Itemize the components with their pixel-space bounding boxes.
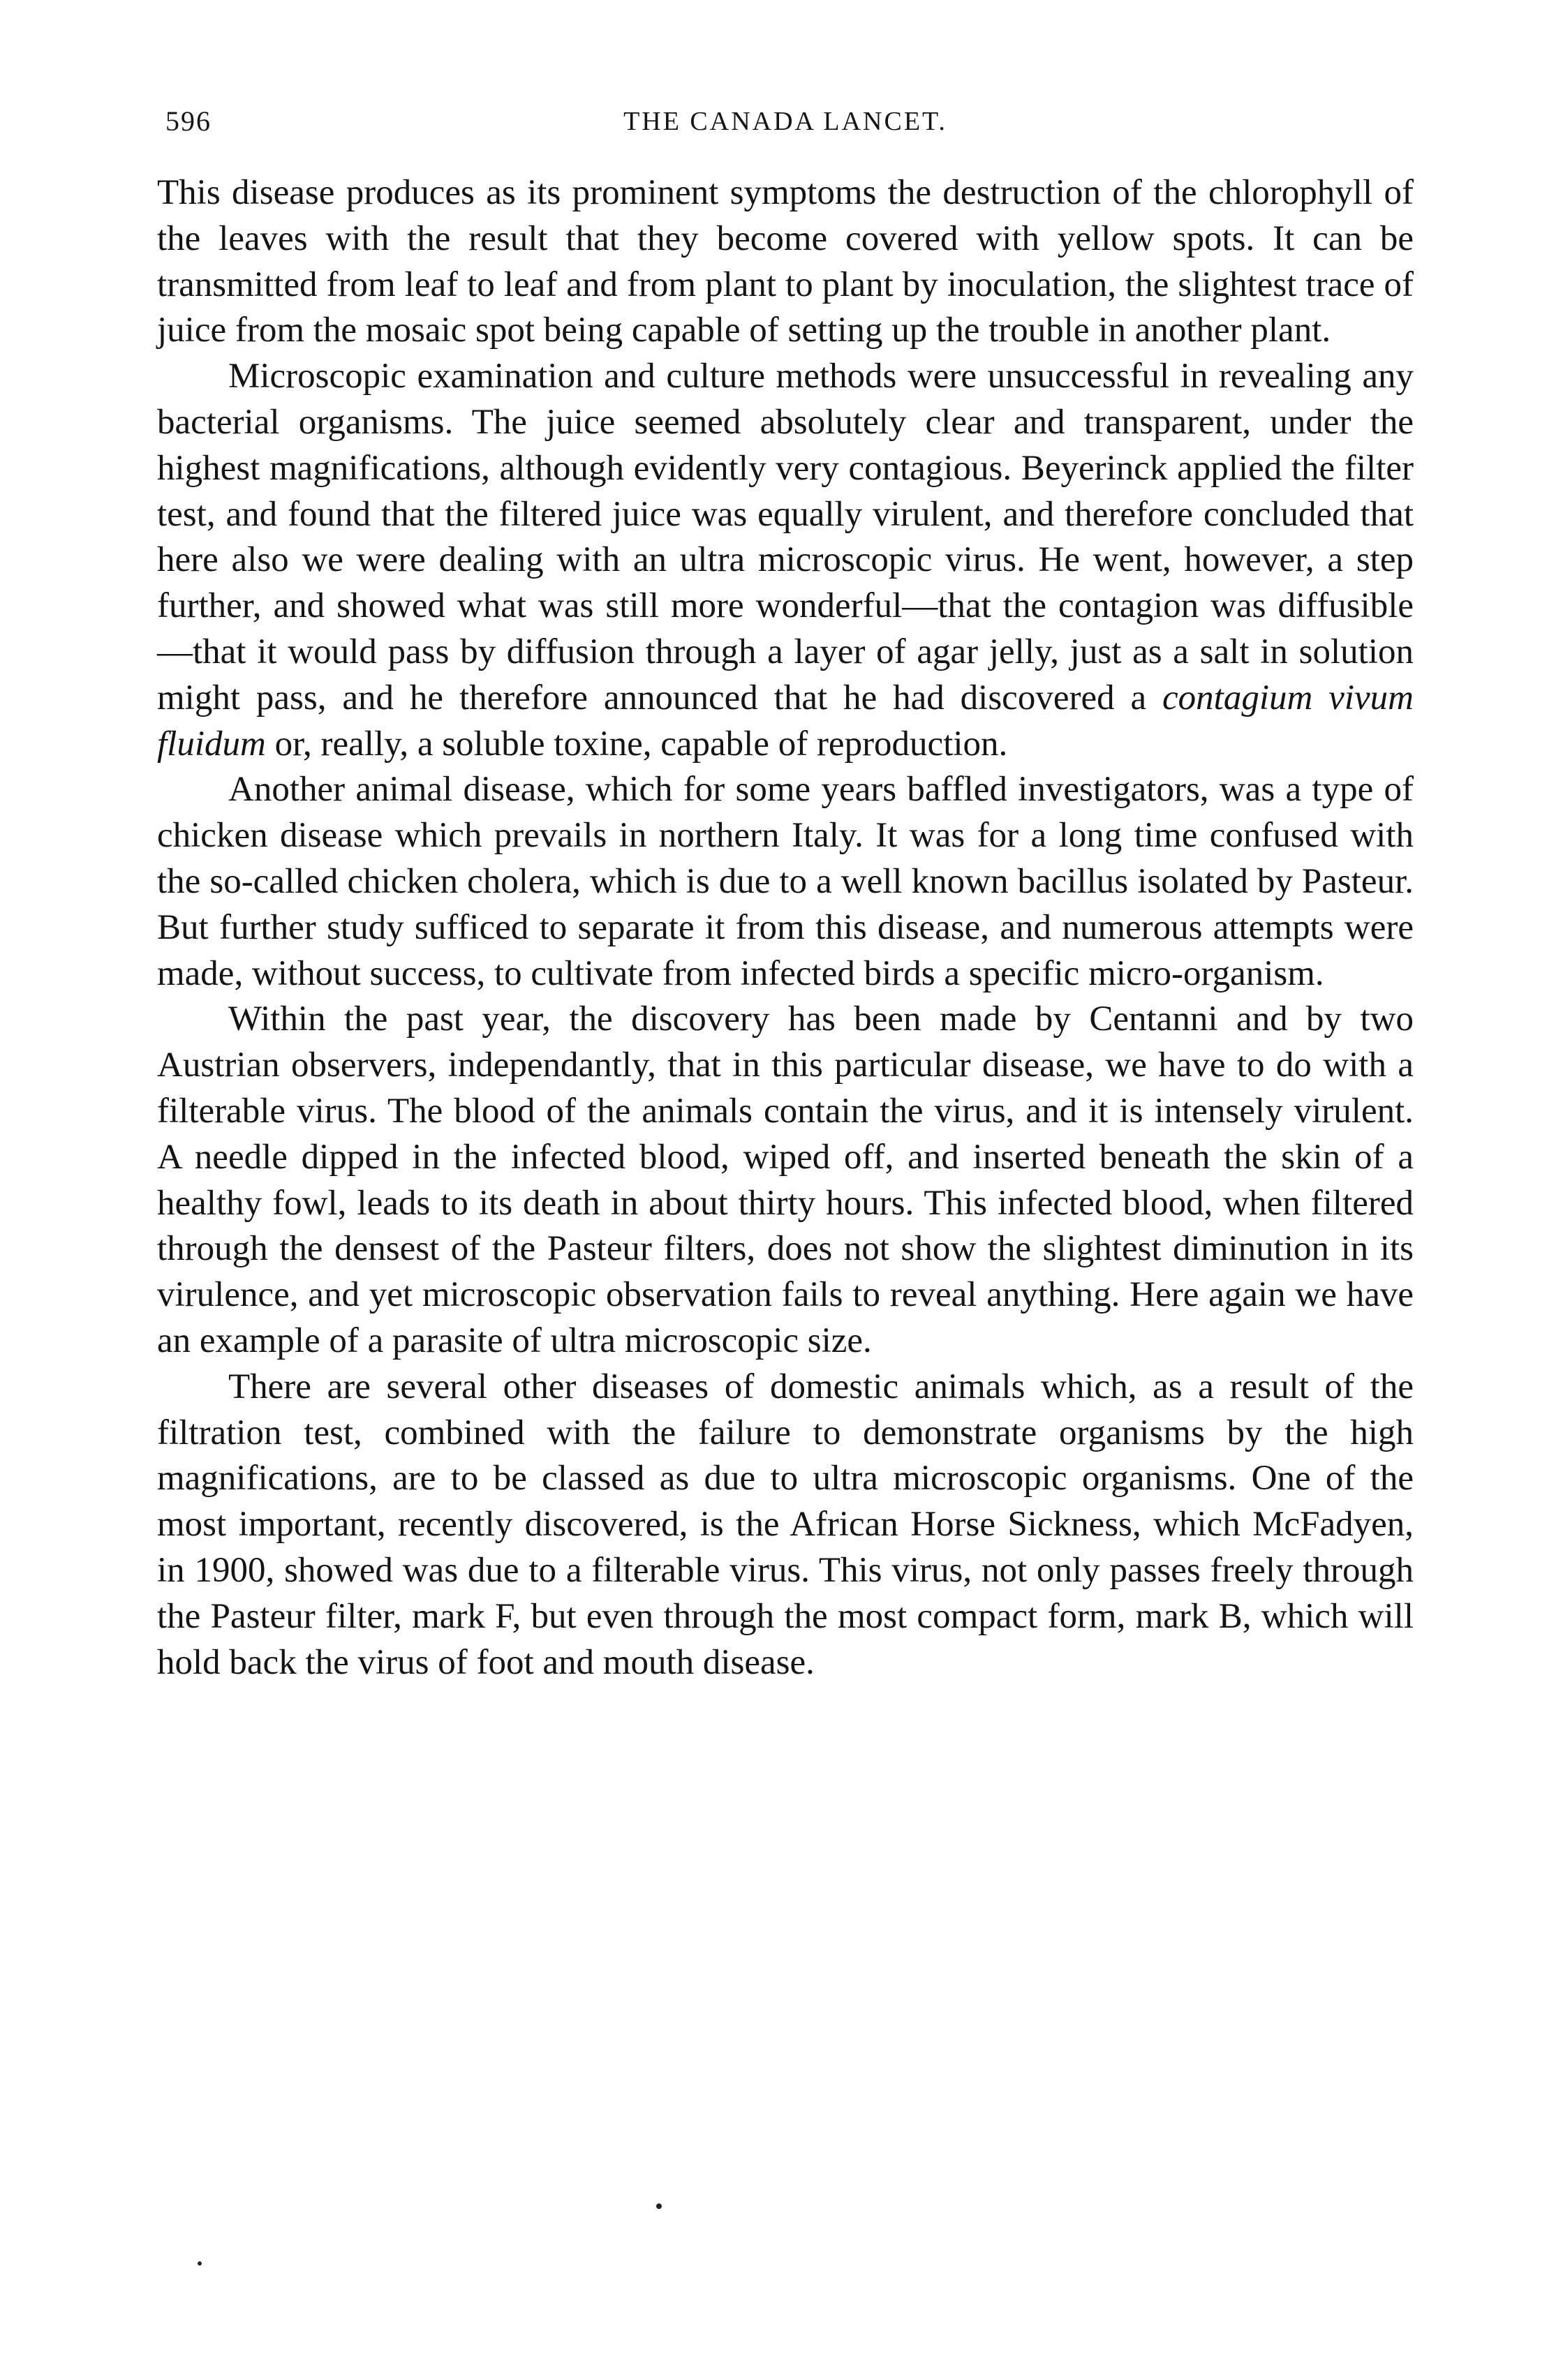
paragraph-4-text: Within the past year, the discovery has been made by Centanni and by two Austrian observers, independantly, that in this particular disease, we have to do with a filterable virus. The blood of the animals contain the virus, and it is intensely virulent. A needle dipped in the infected blood, wiped off, and inserted beneath the skin of a healthy fowl, leads to its death in about thirty hours. This infected blood, when filtered through the densest of the Pasteur filters, does not show the slightest diminution in its virulence, and yet microscopic observation fails to reveal anything. Here again we have an example of a parasite of ultra microscopic size. [157, 999, 1414, 1360]
stray-ink-mark [656, 2203, 662, 2209]
document-page [157, 105, 1414, 2296]
running-head [157, 105, 1414, 154]
paragraph-2-text-b: or, really, a soluble toxine, capable of reproduction. [265, 724, 1008, 764]
paragraph-3-text: Another animal disease, which for some years baffled investigators, was a type of chicken disease which prevails in northern Italy. It was for a long time confused with the so-called chicken cholera, which is due to a well known bacillus isolated by Pasteur. But further study sufficed to separate it from this disease, and numerous attempts were made, without success, to cultivate from infected birds a specific micro-organism. [157, 770, 1414, 993]
paragraph-5-text: There are several other diseases of domestic animals which, as a result of the filtration test, combined with the failure to demonstrate organisms by the high magnifications, are to be classed as due to ultra microscopic organisms. One of the most important, recently discovered, is the African Horse Sickness, which McFadyen, in 1900, showed was due to a filterable virus. This virus, not only passes freely through the Pasteur filter, mark F, but even through the most compact form, mark B, which will hold back the virus of foot and mouth disease. [157, 1367, 1414, 1682]
paragraph-2 [157, 354, 1414, 767]
paragraph-1 [157, 170, 1414, 354]
paragraph-3 [157, 767, 1414, 997]
paragraph-1-text: This disease produces as its prominent symptoms the destruction of the chlorophyll of the leaves with the result that they become covered with yellow spots. It can be transmitted from leaf to leaf and from plant to plant by inoculation, the slightest trace of juice from the mosaic spot being capable of setting up the trouble in another plant. [157, 173, 1414, 350]
paragraph-4 [157, 997, 1414, 1364]
stray-ink-mark [198, 2261, 202, 2266]
page-number: 596 [165, 105, 212, 137]
paragraph-5 [157, 1364, 1414, 1686]
body-text [157, 170, 1414, 1686]
journal-title: THE CANADA LANCET. [623, 107, 947, 136]
paragraph-2-text-a: Microscopic examination and culture methods were unsuccessful in revealing any bacterial organisms. The juice seemed absolutely clear and transparent, under the highest magnifications, although evidently very contagious. Beyerinck applied the filter test, and found that the filtered juice was equally virulent, and therefore concluded that here also we were dealing with an ultra microscopic virus. He went, however, a step further, and showed what was still more wonderful—that the contagion was diffusible—that it would pass by diffusion through a layer of agar jelly, just as a salt in solution might pass, and he therefore announced that he had discovered a [157, 357, 1414, 717]
latin-term: contagium vivum fluidum [157, 678, 1414, 764]
